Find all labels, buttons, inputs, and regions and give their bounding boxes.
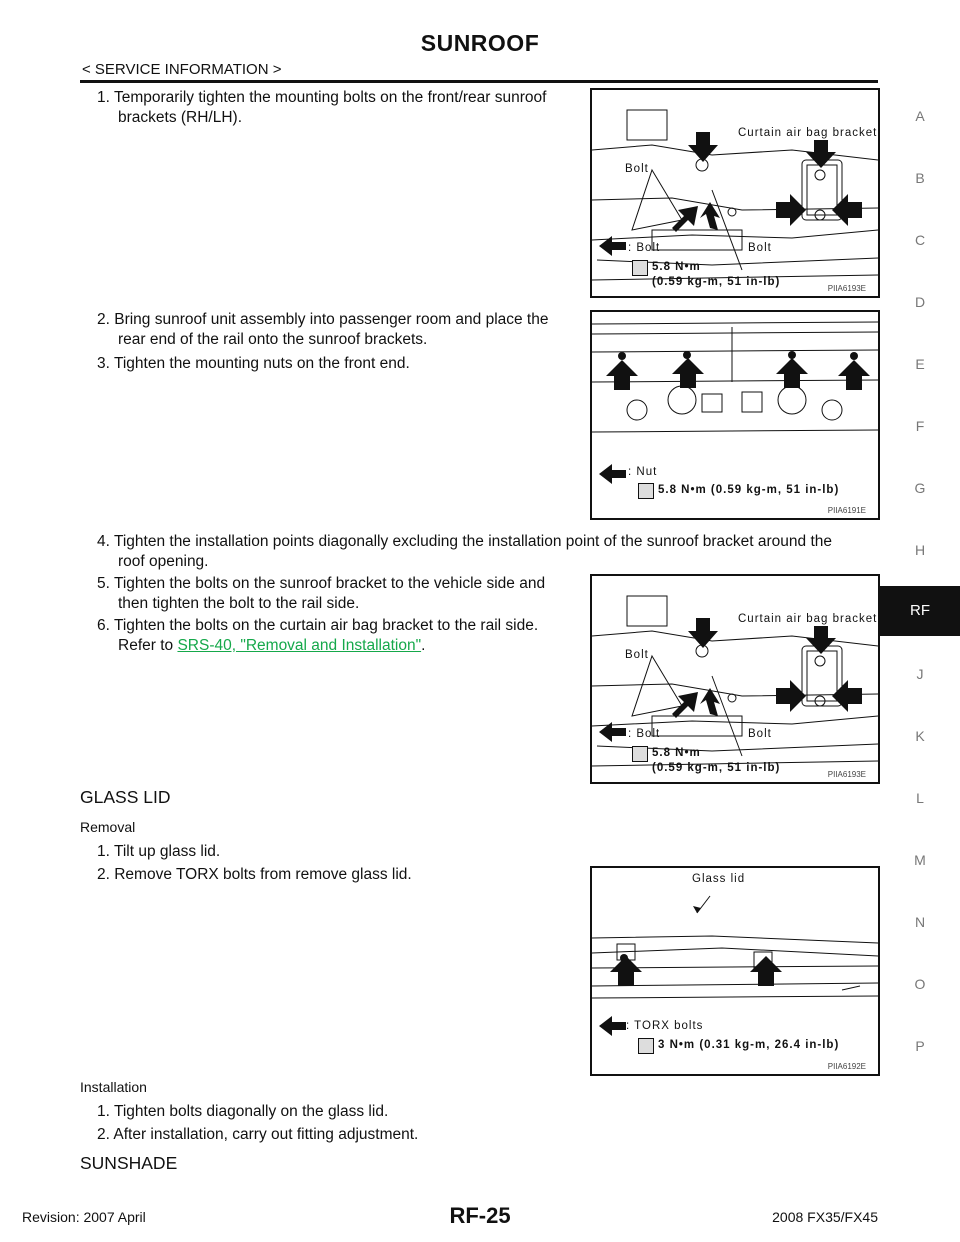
torque-value: 5.8 N•m <box>652 747 701 759</box>
label-curtain-bracket: Curtain air bag bracket <box>738 127 878 139</box>
page-title: SUNROOF <box>420 30 540 56</box>
header-rule <box>80 80 878 83</box>
removal-step-2: 2. Remove TORX bolts from remove glass lid. <box>97 866 412 883</box>
tab-e[interactable]: E <box>915 356 925 372</box>
step-4: 4. Tighten the installation points diagonally excluding the installation point of the sunroof bracket around the roof opening. <box>97 533 833 570</box>
page-number: RF-25 <box>449 1203 511 1228</box>
figure-glass-lid <box>590 866 880 1076</box>
label-bolt-left: Bolt <box>625 649 649 661</box>
torque-value: 3 N•m (0.31 kg-m, 26.4 in-lb) <box>658 1039 840 1051</box>
tab-n[interactable]: N <box>914 914 926 930</box>
torque-wrench-icon <box>632 260 648 276</box>
torque-wrench-icon <box>632 746 648 762</box>
torque-conversion: (0.59 kg-m, 51 in-lb) <box>652 762 781 774</box>
tab-p[interactable]: P <box>915 1038 925 1054</box>
revision-date: Revision: 2007 April <box>22 1209 146 1225</box>
figure-code: PIIA6192E <box>827 1062 866 1071</box>
tab-a[interactable]: A <box>915 108 925 124</box>
tab-f[interactable]: F <box>915 418 925 434</box>
legend-bolt: : Bolt <box>628 728 661 740</box>
tab-g[interactable]: G <box>914 480 926 496</box>
legend-torx-bolts: : TORX bolts <box>626 1020 704 1032</box>
label-bolt-mid: Bolt <box>748 242 772 254</box>
step-2: 2. Bring sunroof unit assembly into passenger room and place the rear end of the rail onto the sunroof brackets. <box>97 311 549 348</box>
figure-code: PIIA6191E <box>827 506 866 515</box>
tab-rf-active[interactable]: RF <box>880 586 960 636</box>
tab-m[interactable]: M <box>914 852 926 868</box>
figure-code: PIIA6193E <box>827 284 866 293</box>
label-glass-lid: Glass lid <box>692 873 746 885</box>
torque-value: 5.8 N•m <box>652 261 701 273</box>
label-bolt-mid: Bolt <box>748 728 772 740</box>
tab-d[interactable]: D <box>914 294 926 310</box>
section-label: < SERVICE INFORMATION > <box>82 61 282 78</box>
tab-h[interactable]: H <box>914 542 926 558</box>
label-curtain-bracket: Curtain air bag bracket <box>738 613 878 625</box>
step-1: 1. Temporarily tighten the mounting bolts on the front/rear sunroof brackets (RH/LH). <box>97 89 547 126</box>
tab-k[interactable]: K <box>915 728 925 744</box>
sunshade-heading: SUNSHADE <box>80 1153 178 1173</box>
torque-conversion: (0.59 kg-m, 51 in-lb) <box>652 276 781 288</box>
figure-bracket-bolts-2 <box>590 574 880 784</box>
tab-o[interactable]: O <box>914 976 926 992</box>
glass-lid-heading: GLASS LID <box>80 787 171 807</box>
install-step-2: 2. After installation, carry out fitting adjustment. <box>97 1126 419 1143</box>
label-bolt-left: Bolt <box>625 163 649 175</box>
tab-c[interactable]: C <box>914 232 926 248</box>
legend-bolt: : Bolt <box>628 242 661 254</box>
figure-code: PIIA6193E <box>827 770 866 779</box>
srs-40-link[interactable]: SRS-40, "Removal and Installation" <box>177 637 422 654</box>
tab-b[interactable]: B <box>915 170 925 186</box>
torque-wrench-icon <box>638 1038 654 1054</box>
step-6: 6. Tighten the bolts on the curtain air bag bracket to the rail side. Refer to SRS-40, "Removal and Installation". <box>97 617 539 654</box>
step-3: 3. Tighten the mounting nuts on the front end. <box>97 355 410 372</box>
model-name: 2008 FX35/FX45 <box>772 1209 878 1225</box>
figure-front-nuts <box>590 310 880 520</box>
removal-subheading: Removal <box>80 819 136 835</box>
legend-nut: : Nut <box>628 466 658 478</box>
tab-j[interactable]: J <box>916 666 924 682</box>
torque-wrench-icon <box>638 483 654 499</box>
step-5: 5. Tighten the bolts on the sunroof bracket to the vehicle side and then tighten the bolt to the rail side. <box>97 575 546 612</box>
installation-subheading: Installation <box>80 1079 147 1095</box>
figure-bracket-bolts-1 <box>590 88 880 298</box>
removal-step-1: 1. Tilt up glass lid. <box>97 843 221 860</box>
tab-l[interactable]: L <box>916 790 924 806</box>
install-step-1: 1. Tighten bolts diagonally on the glass lid. <box>97 1103 389 1120</box>
torque-value: 5.8 N•m (0.59 kg-m, 51 in-lb) <box>658 484 840 496</box>
